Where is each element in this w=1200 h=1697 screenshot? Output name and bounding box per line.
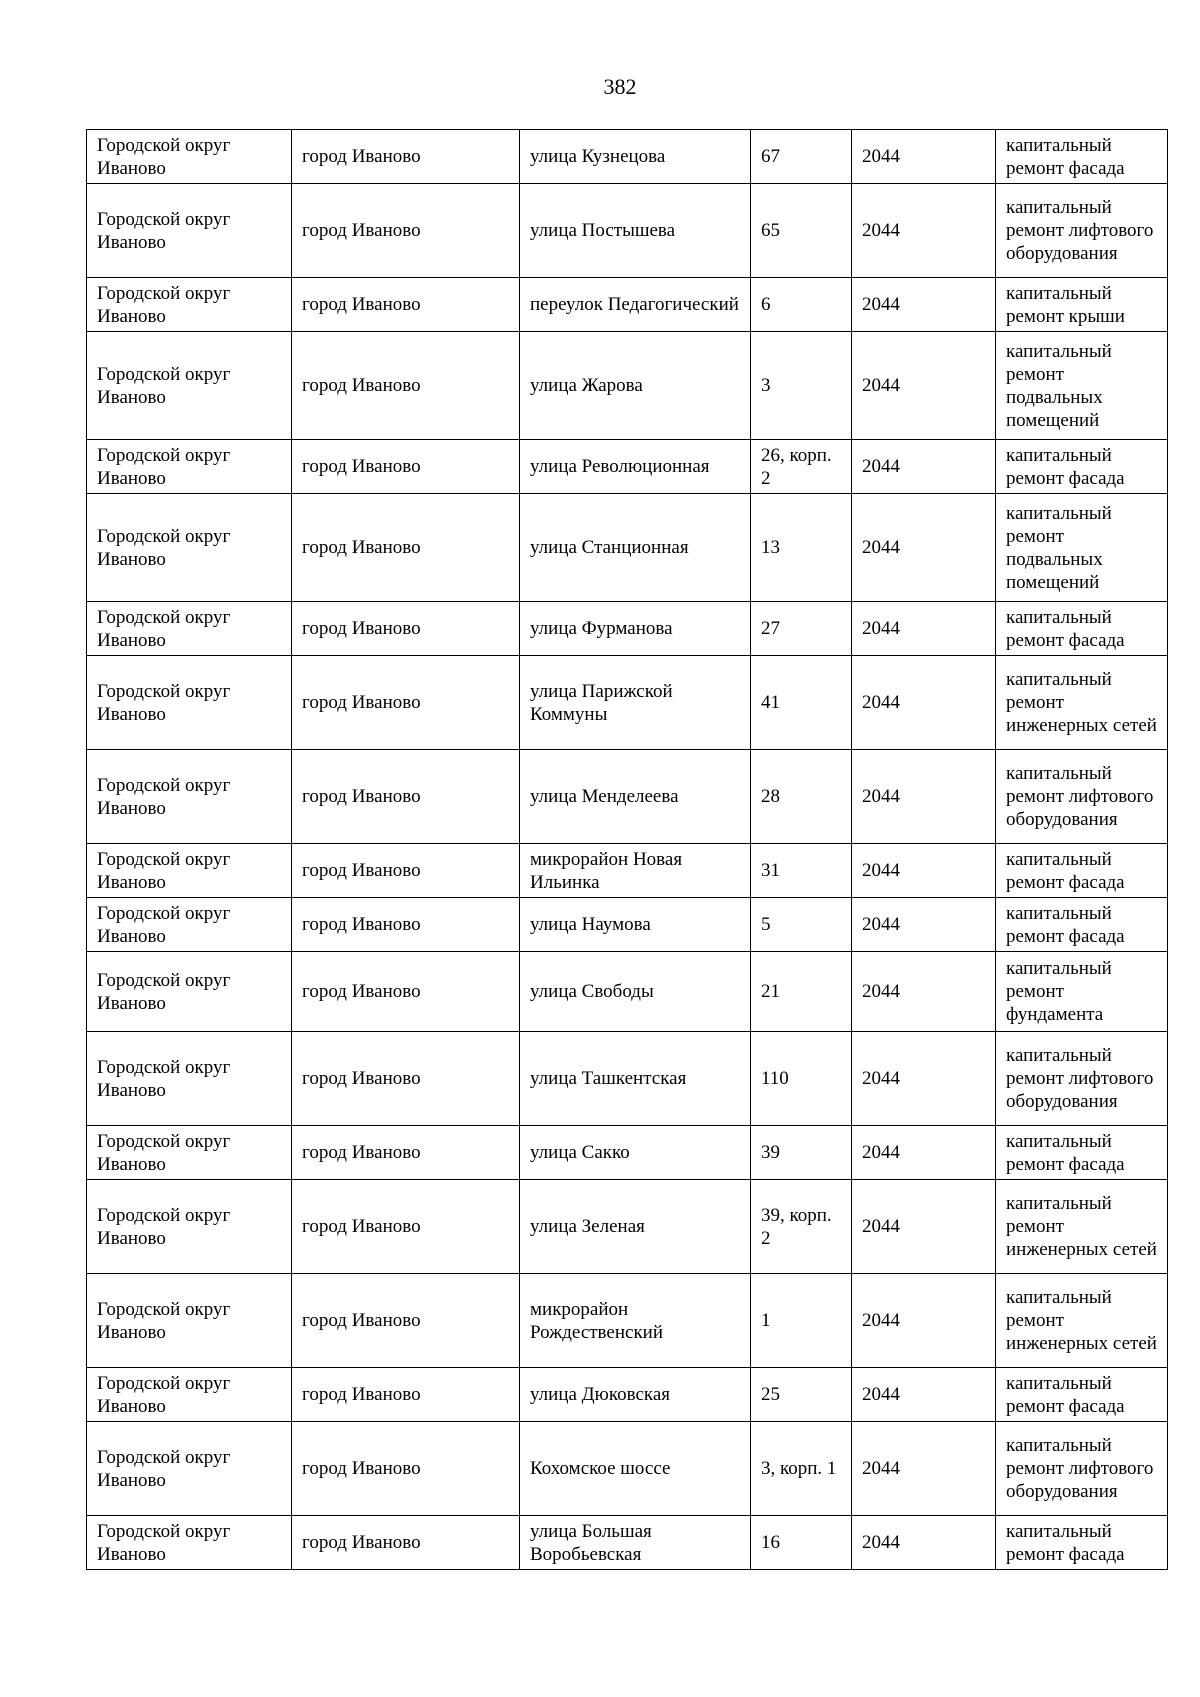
cell-street: улица Наумова bbox=[520, 898, 751, 952]
cell-year: 2044 bbox=[852, 130, 996, 184]
table-row bbox=[87, 278, 1168, 332]
cell-city: город Иваново bbox=[292, 898, 520, 952]
cell-year: 2044 bbox=[852, 278, 996, 332]
cell-work-type: капитальный ремонт лифтового оборудования bbox=[996, 1032, 1168, 1126]
cell-street: улица Жарова bbox=[520, 332, 751, 440]
cell-work-type: капитальный ремонт фундамента bbox=[996, 952, 1168, 1032]
cell-street: улица Станционная bbox=[520, 494, 751, 602]
cell-year: 2044 bbox=[852, 332, 996, 440]
cell-year: 2044 bbox=[852, 844, 996, 898]
cell-city: город Иваново bbox=[292, 332, 520, 440]
cell-street: улица Свободы bbox=[520, 952, 751, 1032]
table-row bbox=[87, 1126, 1168, 1180]
table-row bbox=[87, 844, 1168, 898]
cell-city: город Иваново bbox=[292, 1368, 520, 1422]
cell-city: город Иваново bbox=[292, 1516, 520, 1570]
cell-year: 2044 bbox=[852, 750, 996, 844]
cell-house-number: 26, корп. 2 bbox=[751, 440, 852, 494]
cell-work-type: капитальный ремонт инженерных сетей bbox=[996, 656, 1168, 750]
cell-work-type: капитальный ремонт лифтового оборудования bbox=[996, 750, 1168, 844]
cell-district: Городской округ Иваново bbox=[87, 332, 292, 440]
cell-city: город Иваново bbox=[292, 1274, 520, 1368]
table-row bbox=[87, 332, 1168, 440]
table-row bbox=[87, 494, 1168, 602]
table-row bbox=[87, 1422, 1168, 1516]
cell-district: Городской округ Иваново bbox=[87, 1126, 292, 1180]
cell-district: Городской округ Иваново bbox=[87, 1180, 292, 1274]
table-row bbox=[87, 602, 1168, 656]
table-body bbox=[87, 130, 1168, 1570]
cell-house-number: 31 bbox=[751, 844, 852, 898]
cell-street: переулок Педагогический bbox=[520, 278, 751, 332]
cell-district: Городской округ Иваново bbox=[87, 898, 292, 952]
cell-city: город Иваново bbox=[292, 1422, 520, 1516]
cell-district: Городской округ Иваново bbox=[87, 844, 292, 898]
cell-house-number: 3, корп. 1 bbox=[751, 1422, 852, 1516]
table-row bbox=[87, 1180, 1168, 1274]
cell-street: микрорайон Рождественский bbox=[520, 1274, 751, 1368]
cell-house-number: 41 bbox=[751, 656, 852, 750]
cell-city: город Иваново bbox=[292, 656, 520, 750]
cell-house-number: 16 bbox=[751, 1516, 852, 1570]
cell-work-type: капитальный ремонт фасада bbox=[996, 898, 1168, 952]
cell-district: Городской округ Иваново bbox=[87, 1422, 292, 1516]
cell-house-number: 25 bbox=[751, 1368, 852, 1422]
cell-street: улица Фурманова bbox=[520, 602, 751, 656]
table-row bbox=[87, 1516, 1168, 1570]
cell-street: улица Революционная bbox=[520, 440, 751, 494]
cell-district: Городской округ Иваново bbox=[87, 952, 292, 1032]
cell-district: Городской округ Иваново bbox=[87, 1516, 292, 1570]
cell-work-type: капитальный ремонт фасада bbox=[996, 1368, 1168, 1422]
cell-work-type: капитальный ремонт лифтового оборудования bbox=[996, 1422, 1168, 1516]
cell-work-type: капитальный ремонт фасада bbox=[996, 602, 1168, 656]
cell-house-number: 65 bbox=[751, 184, 852, 278]
cell-year: 2044 bbox=[852, 952, 996, 1032]
cell-work-type: капитальный ремонт фасада bbox=[996, 844, 1168, 898]
cell-house-number: 6 bbox=[751, 278, 852, 332]
cell-house-number: 110 bbox=[751, 1032, 852, 1126]
cell-house-number: 39 bbox=[751, 1126, 852, 1180]
cell-year: 2044 bbox=[852, 1516, 996, 1570]
cell-work-type: капитальный ремонт фасада bbox=[996, 130, 1168, 184]
cell-street: улица Сакко bbox=[520, 1126, 751, 1180]
table-row bbox=[87, 1274, 1168, 1368]
cell-district: Городской округ Иваново bbox=[87, 1274, 292, 1368]
cell-year: 2044 bbox=[852, 1274, 996, 1368]
cell-year: 2044 bbox=[852, 602, 996, 656]
cell-work-type: капитальный ремонт фасада bbox=[996, 1126, 1168, 1180]
cell-city: город Иваново bbox=[292, 952, 520, 1032]
cell-year: 2044 bbox=[852, 1368, 996, 1422]
cell-street: Кохомское шоссе bbox=[520, 1422, 751, 1516]
table-row bbox=[87, 952, 1168, 1032]
cell-district: Городской округ Иваново bbox=[87, 440, 292, 494]
cell-street: улица Менделеева bbox=[520, 750, 751, 844]
cell-street: улица Дюковская bbox=[520, 1368, 751, 1422]
cell-work-type: капитальный ремонт подвальных помещений bbox=[996, 332, 1168, 440]
cell-city: город Иваново bbox=[292, 278, 520, 332]
cell-year: 2044 bbox=[852, 440, 996, 494]
cell-district: Городской округ Иваново bbox=[87, 1032, 292, 1126]
table-row bbox=[87, 1032, 1168, 1126]
table-row bbox=[87, 1368, 1168, 1422]
cell-city: город Иваново bbox=[292, 130, 520, 184]
cell-street: улица Зеленая bbox=[520, 1180, 751, 1274]
cell-district: Городской округ Иваново bbox=[87, 750, 292, 844]
table-row bbox=[87, 440, 1168, 494]
cell-work-type: капитальный ремонт подвальных помещений bbox=[996, 494, 1168, 602]
table-row bbox=[87, 750, 1168, 844]
cell-work-type: капитальный ремонт фасада bbox=[996, 440, 1168, 494]
cell-district: Городской округ Иваново bbox=[87, 602, 292, 656]
cell-work-type: капитальный ремонт фасада bbox=[996, 1516, 1168, 1570]
cell-city: город Иваново bbox=[292, 750, 520, 844]
cell-year: 2044 bbox=[852, 1180, 996, 1274]
cell-house-number: 5 bbox=[751, 898, 852, 952]
cell-district: Городской округ Иваново bbox=[87, 656, 292, 750]
cell-district: Городской округ Иваново bbox=[87, 130, 292, 184]
cell-work-type: капитальный ремонт инженерных сетей bbox=[996, 1180, 1168, 1274]
cell-district: Городской округ Иваново bbox=[87, 1368, 292, 1422]
housing-repair-table bbox=[86, 129, 1168, 1570]
cell-city: город Иваново bbox=[292, 602, 520, 656]
cell-year: 2044 bbox=[852, 184, 996, 278]
cell-house-number: 21 bbox=[751, 952, 852, 1032]
cell-city: город Иваново bbox=[292, 494, 520, 602]
cell-year: 2044 bbox=[852, 494, 996, 602]
cell-work-type: капитальный ремонт инженерных сетей bbox=[996, 1274, 1168, 1368]
cell-city: город Иваново bbox=[292, 1180, 520, 1274]
cell-work-type: капитальный ремонт крыши bbox=[996, 278, 1168, 332]
cell-city: город Иваново bbox=[292, 1032, 520, 1126]
cell-house-number: 1 bbox=[751, 1274, 852, 1368]
cell-house-number: 28 bbox=[751, 750, 852, 844]
cell-house-number: 39, корп. 2 bbox=[751, 1180, 852, 1274]
cell-year: 2044 bbox=[852, 656, 996, 750]
cell-city: город Иваново bbox=[292, 1126, 520, 1180]
cell-work-type: капитальный ремонт лифтового оборудования bbox=[996, 184, 1168, 278]
table-row bbox=[87, 184, 1168, 278]
cell-street: улица Ташкентская bbox=[520, 1032, 751, 1126]
cell-house-number: 67 bbox=[751, 130, 852, 184]
page-number: 382 bbox=[603, 74, 637, 99]
cell-city: город Иваново bbox=[292, 440, 520, 494]
cell-year: 2044 bbox=[852, 1126, 996, 1180]
cell-house-number: 3 bbox=[751, 332, 852, 440]
cell-district: Городской округ Иваново bbox=[87, 494, 292, 602]
cell-year: 2044 bbox=[852, 1422, 996, 1516]
cell-street: улица Большая Воробьевская bbox=[520, 1516, 751, 1570]
cell-district: Городской округ Иваново bbox=[87, 184, 292, 278]
cell-house-number: 27 bbox=[751, 602, 852, 656]
cell-year: 2044 bbox=[852, 898, 996, 952]
cell-city: город Иваново bbox=[292, 184, 520, 278]
cell-city: город Иваново bbox=[292, 844, 520, 898]
cell-street: улица Кузнецова bbox=[520, 130, 751, 184]
cell-street: микрорайон Новая Ильинка bbox=[520, 844, 751, 898]
table-row bbox=[87, 130, 1168, 184]
table-row bbox=[87, 898, 1168, 952]
cell-district: Городской округ Иваново bbox=[87, 278, 292, 332]
cell-year: 2044 bbox=[852, 1032, 996, 1126]
cell-street: улица Постышева bbox=[520, 184, 751, 278]
cell-house-number: 13 bbox=[751, 494, 852, 602]
cell-street: улица Парижской Коммуны bbox=[520, 656, 751, 750]
table-row bbox=[87, 656, 1168, 750]
